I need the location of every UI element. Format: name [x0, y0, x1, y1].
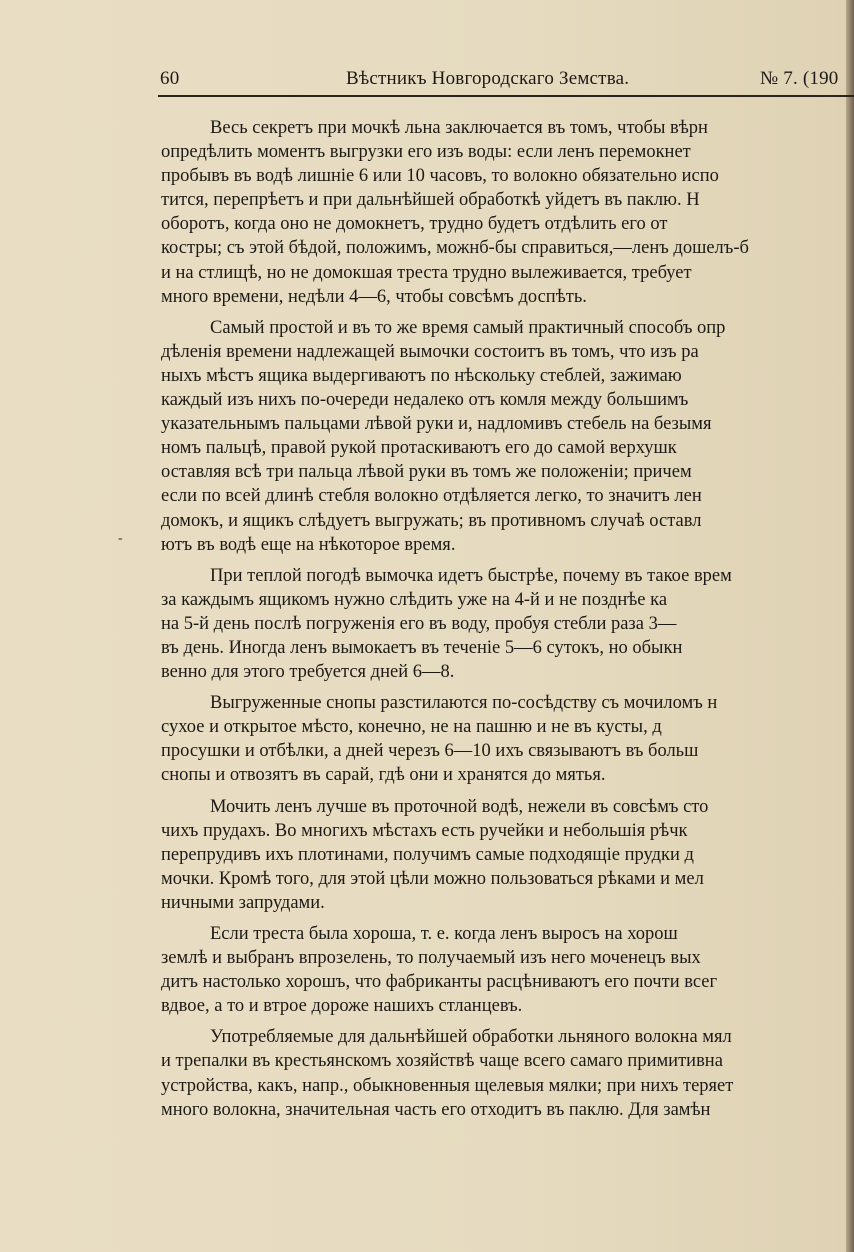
- text-line: много времени, недѣли 4—6, чтобы совсѣмъ доспѣть.: [161, 286, 587, 307]
- body-text: [161, 116, 854, 1129]
- running-header: [160, 68, 854, 96]
- text-line: мочки. Кромѣ того, для этой цѣли можно пользоваться рѣками и мел: [161, 868, 704, 889]
- text-line: костры; съ этой бѣдой, положимъ, можнб-бы справиться,—ленъ дошелъ-б: [161, 238, 749, 259]
- text-line: много волокна, значительная часть его отходитъ въ паклю. Для замѣн: [161, 1099, 711, 1120]
- page-number: 60: [160, 68, 180, 89]
- text-line: чихъ прудахъ. Во многихъ мѣстахъ есть ручейки и небольшія рѣчк: [161, 820, 688, 841]
- issue-number: № 7. (190: [760, 68, 839, 89]
- text-line: ничными запрудами.: [161, 892, 325, 913]
- text-line: номъ пальцѣ, правой рукой протаскиваютъ его до самой верхушк: [161, 438, 677, 459]
- text-line: дитъ настолько хорошъ, что фабриканты расцѣниваютъ его почти всег: [161, 972, 718, 993]
- text-line: просушки и отбѣлки, а дней черезъ 6—10 ихъ связываютъ въ больш: [161, 741, 699, 762]
- text-line: Выгруженные снопы разстилаются по-сосѣдству съ мочиломъ н: [210, 693, 718, 714]
- paragraph: [161, 316, 854, 557]
- paragraph: [161, 116, 854, 309]
- text-line: указательнымъ пальцами лѣвой руки и, надломивъ стебель на безымя: [161, 414, 712, 435]
- text-line: дѣленія времени надлежащей вымочки состоитъ въ томъ, что изъ ра: [161, 341, 699, 362]
- text-line: въ день. Иногда ленъ вымокаетъ въ теченіе 5—6 сутокъ, но обыкн: [161, 637, 683, 658]
- text-line: и трепалки въ крестьянскомъ хозяйствѣ чаще всего самаго примитивна: [161, 1051, 723, 1072]
- text-line: землѣ и выбранъ впрозелень, то получаемый изъ него моченецъ вых: [161, 948, 701, 969]
- text-line: и на стлищѣ, но не домокшая треста трудно вылеживается, требует: [161, 262, 692, 283]
- text-line: если по всей длинѣ стебля волокно отдѣляется легко, то значитъ лен: [161, 486, 702, 507]
- text-line: Весь секретъ при мочкѣ льна заключается въ томъ, чтобы вѣрн: [210, 118, 708, 138]
- text-line: устройства, какъ, напр., обыкновенныя щелевыя мялки; при нихъ теряет: [161, 1075, 734, 1096]
- text-line: венно для этого требуется дней 6—8.: [161, 662, 455, 683]
- text-line: за каждымъ ящикомъ нужно слѣдить уже на 4-й и не позднѣе ка: [161, 589, 668, 610]
- text-line: оборотъ, когда оно не домокнетъ, трудно будетъ отдѣлить его от: [161, 214, 668, 235]
- text-line: При теплой погодѣ вымочка идетъ быстрѣе, почему въ такое врем: [210, 565, 732, 586]
- text-line: оставляя всѣ три пальца лѣвой руки въ томъ же положеніи; причем: [161, 462, 692, 483]
- margin-mark: -: [118, 531, 123, 546]
- text-line: опредѣлить моментъ выгрузки его изъ воды: если ленъ перемокнет: [161, 142, 691, 163]
- header-rule: [158, 95, 854, 97]
- text-line: снопы и отвозятъ въ сарай, гдѣ они и хранятся до мятья.: [161, 765, 606, 786]
- text-line: Мочить ленъ лучше въ проточной водѣ, нежели въ совсѣмъ сто: [210, 796, 709, 817]
- text-line: домокъ, и ящикъ слѣдуетъ выгружать; въ противномъ случаѣ оставл: [161, 510, 702, 531]
- text-line: Самый простой и въ то же время самый практичный способъ опр: [210, 317, 726, 338]
- text-line: ныхъ мѣстъ ящика выдергиваютъ по нѣскольку стеблей, зажимаю: [161, 365, 682, 386]
- text-line: каждый изъ нихъ по-очереди недалеко отъ комля между большимъ: [161, 390, 689, 411]
- journal-title: Вѣстникъ Новгородскаго Земства.: [346, 68, 630, 89]
- paragraph: [161, 564, 854, 684]
- text-line: тится, перепрѣетъ и при дальнѣйшей обработкѣ уйдетъ въ паклю. Н: [161, 190, 700, 211]
- paragraph: [161, 795, 854, 915]
- text-line: пробывъ въ водѣ лишніе 6 или 10 часовъ, то волокно обязательно испо: [161, 166, 719, 187]
- text-line: сухое и открытое мѣсто, конечно, не на пашню и не въ кусты, д: [161, 717, 662, 738]
- text-line: Если треста была хороша, т. е. когда ленъ выросъ на хорош: [210, 924, 678, 944]
- paragraph: [161, 691, 854, 787]
- text-line: перепрудивъ ихъ плотинами, получимъ самые подходящіе прудки д: [161, 844, 694, 865]
- text-line: ютъ въ водѣ еще на нѣкоторое время.: [161, 534, 456, 555]
- text-line: Употребляемые для дальнѣйшей обработки льняного волокна мял: [210, 1027, 732, 1048]
- text-line: вдвое, а то и втрое дороже нашихъ стланцевъ.: [161, 996, 523, 1017]
- text-line: на 5-й день послѣ погруженія его въ воду, пробуя стебли раза 3—: [161, 613, 677, 634]
- paragraph: [161, 1025, 854, 1121]
- paragraph: [161, 922, 854, 1018]
